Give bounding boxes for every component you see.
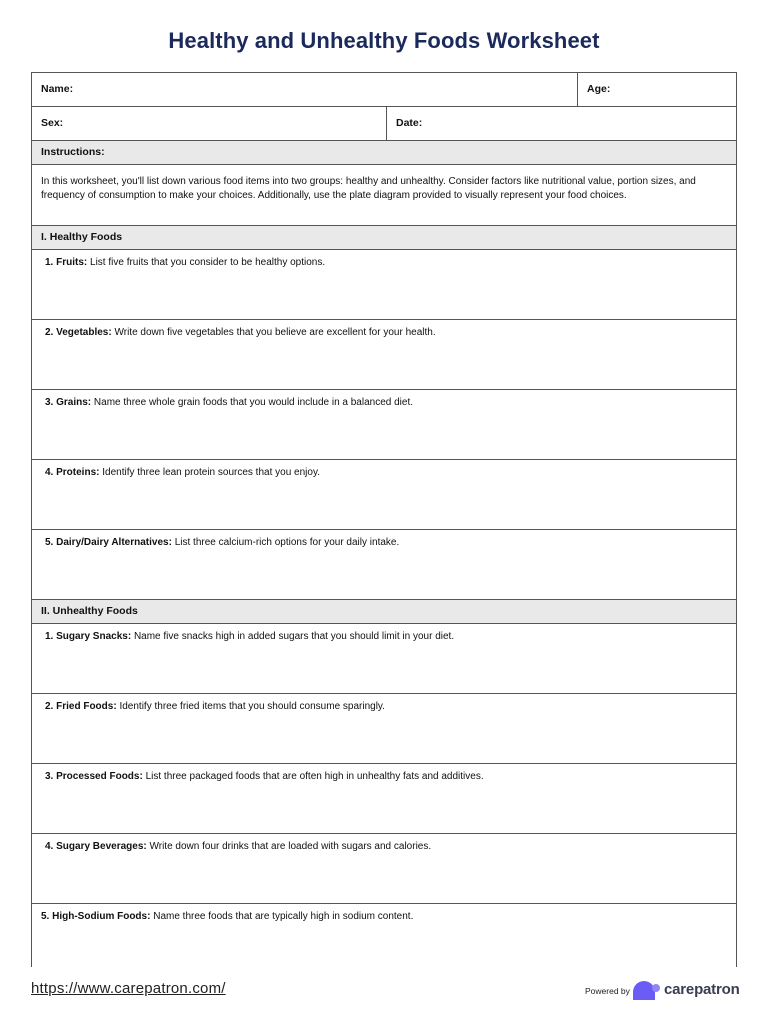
question-text: List three calcium-rich options for your daily intake. — [174, 537, 400, 548]
question-label: 5. High-Sodium Foods: — [41, 911, 151, 922]
question-fried-foods[interactable] — [32, 694, 736, 764]
question-label: 4. Proteins: — [45, 467, 100, 478]
question-high-sodium[interactable] — [32, 904, 736, 967]
instructions-heading: Instructions: — [32, 141, 736, 165]
question-vegetables[interactable] — [32, 320, 736, 390]
question-text: Name three whole grain foods that you would include in a balanced diet. — [93, 397, 414, 408]
question-fruits[interactable] — [32, 250, 736, 320]
question-text: Write down five vegetables that you believe are excellent for your health. — [114, 327, 436, 338]
name-age-row — [32, 73, 736, 107]
age-field[interactable]: Age: — [577, 73, 736, 106]
question-proteins[interactable] — [32, 460, 736, 530]
question-text: Identify three fried items that you should consume sparingly. — [119, 701, 385, 712]
question-text: Identify three lean protein sources that you enjoy. — [102, 467, 320, 478]
worksheet-title: Healthy and Unhealthy Foods Worksheet — [168, 28, 600, 53]
question-text: Name three foods that are typically high in sodium content. — [153, 911, 414, 922]
question-text: List three packaged foods that are often high in unhealthy fats and additives. — [145, 771, 484, 782]
sex-date-row — [32, 107, 736, 141]
question-processed-foods[interactable] — [32, 764, 736, 834]
footer-url-link[interactable]: https://www.carepatron.com/ — [31, 980, 226, 997]
sex-field[interactable]: Sex: — [41, 117, 64, 129]
question-text: Write down four drinks that are loaded with sugars and calories. — [149, 841, 432, 852]
powered-by-label: Powered by — [585, 986, 630, 996]
question-sugary-snacks[interactable] — [32, 624, 736, 694]
question-label: 3. Grains: — [45, 397, 92, 408]
question-label: 2. Fried Foods: — [45, 701, 117, 712]
question-label: 3. Processed Foods: — [45, 771, 143, 782]
section-heading-healthy: I. Healthy Foods — [32, 226, 736, 250]
section-heading-unhealthy: II. Unhealthy Foods — [32, 600, 736, 624]
question-label: 4. Sugary Beverages: — [45, 841, 147, 852]
date-field[interactable]: Date: — [386, 107, 736, 140]
question-sugary-beverages[interactable] — [32, 834, 736, 904]
question-label: 1. Fruits: — [45, 257, 88, 268]
name-field[interactable]: Name: — [41, 83, 74, 95]
question-dairy[interactable] — [32, 530, 736, 600]
question-label: 2. Vegetables: — [45, 327, 112, 338]
carepatron-brand[interactable]: carepatron — [664, 981, 740, 998]
carepatron-logo-icon — [631, 979, 661, 1001]
worksheet-table — [31, 72, 737, 967]
question-label: 5. Dairy/Dairy Alternatives: — [45, 537, 172, 548]
question-label: 1. Sugary Snacks: — [45, 631, 132, 642]
question-text: Name five snacks high in added sugars that you should limit in your diet. — [133, 631, 455, 642]
instructions-text: In this worksheet, you'll list down various food items into two groups: healthy and unhealthy. Consider factors like nutritional value, portion sizes, and frequency of consumption to make your choices. Additionally, use the plate diagram provided to visually represent your food choices. — [32, 165, 736, 226]
question-text: List five fruits that you consider to be healthy options. — [90, 257, 326, 268]
question-grains[interactable] — [32, 390, 736, 460]
